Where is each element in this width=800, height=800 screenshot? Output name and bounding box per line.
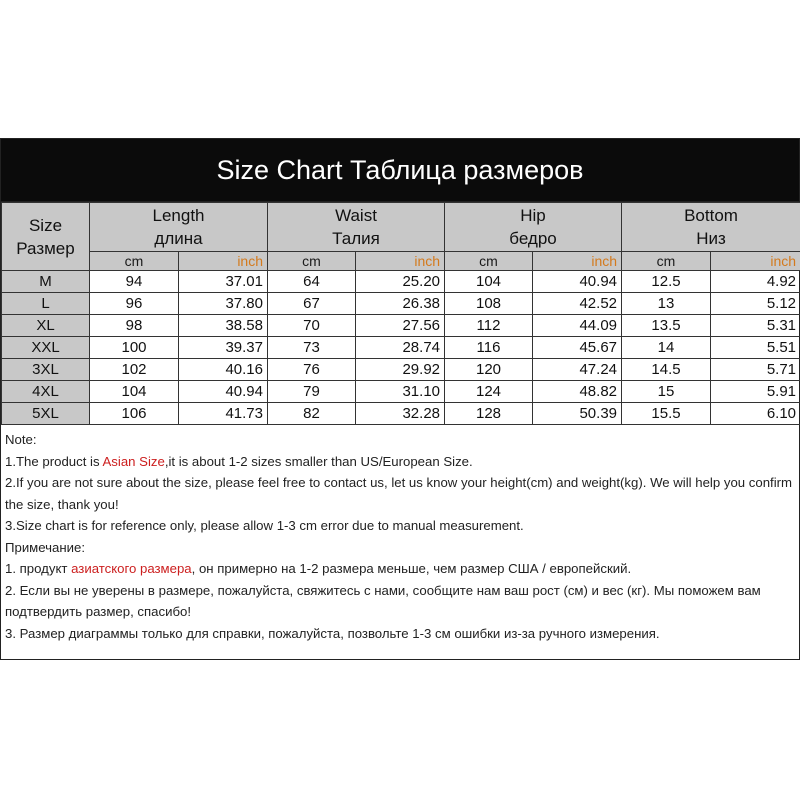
cell-hip-cm: 104 bbox=[445, 271, 533, 293]
header-waist bbox=[268, 203, 445, 252]
cell-bottom-cm: 12.5 bbox=[622, 271, 711, 293]
note-ru-2: 2. Если вы не уверены в размере, пожалуйста, свяжитесь с нами, сообщите нам ваш рост (см) и вес (кг). Мы поможем вам подтвердить размер, спасибо! bbox=[5, 582, 761, 619]
cell-bottom-in: 5.71 bbox=[711, 359, 800, 381]
cell-waist-cm: 79 bbox=[268, 381, 356, 403]
cell-waist-in: 26.38 bbox=[356, 293, 445, 315]
cell-waist-in: 29.92 bbox=[356, 359, 445, 381]
cell-hip-cm: 116 bbox=[445, 337, 533, 359]
cell-hip-in: 40.94 bbox=[533, 271, 622, 293]
cell-waist-cm: 70 bbox=[268, 315, 356, 337]
note-text: 1. продукт bbox=[5, 561, 72, 576]
table-row bbox=[2, 315, 800, 337]
unit-inch: inch bbox=[533, 252, 622, 271]
header-length-ru: длина bbox=[154, 229, 203, 248]
header-hip-en: Hip bbox=[520, 206, 546, 225]
table-row bbox=[2, 381, 800, 403]
note-highlight: Asian Size bbox=[102, 453, 165, 469]
cell-waist-cm: 82 bbox=[268, 403, 356, 425]
cell-hip-cm: 124 bbox=[445, 381, 533, 403]
cell-waist-cm: 76 bbox=[268, 359, 356, 381]
table-row bbox=[2, 403, 800, 425]
cell-waist-cm: 64 bbox=[268, 271, 356, 293]
header-size bbox=[2, 203, 90, 271]
cell-length-in: 37.80 bbox=[179, 293, 268, 315]
cell-waist-cm: 67 bbox=[268, 293, 356, 315]
chart-title: Size Chart Таблица размеров bbox=[1, 139, 799, 202]
table-row bbox=[2, 271, 800, 293]
cell-length-in: 38.58 bbox=[179, 315, 268, 337]
cell-length-in: 41.73 bbox=[179, 403, 268, 425]
cell-waist-in: 31.10 bbox=[356, 381, 445, 403]
cell-bottom-cm: 15 bbox=[622, 381, 711, 403]
cell-bottom-cm: 13.5 bbox=[622, 315, 711, 337]
cell-length-cm: 100 bbox=[90, 337, 179, 359]
cell-length-in: 37.01 bbox=[179, 271, 268, 293]
unit-cm: cm bbox=[622, 252, 711, 271]
cell-waist-in: 28.74 bbox=[356, 337, 445, 359]
cell-hip-cm: 128 bbox=[445, 403, 533, 425]
cell-hip-in: 42.52 bbox=[533, 293, 622, 315]
note-highlight: азиатского размера bbox=[71, 561, 192, 576]
unit-inch: inch bbox=[711, 252, 800, 271]
cell-size: L bbox=[2, 293, 90, 315]
header-size-en: Size bbox=[28, 215, 63, 235]
unit-cm: cm bbox=[268, 252, 356, 271]
unit-cm: cm bbox=[90, 252, 179, 271]
cell-hip-cm: 108 bbox=[445, 293, 533, 315]
cell-waist-in: 25.20 bbox=[356, 271, 445, 293]
cell-hip-in: 50.39 bbox=[533, 403, 622, 425]
note-heading-ru: Примечание: bbox=[5, 539, 85, 555]
table-row bbox=[2, 337, 800, 359]
cell-waist-in: 27.56 bbox=[356, 315, 445, 337]
cell-bottom-in: 5.91 bbox=[711, 381, 800, 403]
cell-bottom-in: 5.12 bbox=[711, 293, 800, 315]
unit-inch: inch bbox=[356, 252, 445, 271]
cell-hip-in: 45.67 bbox=[533, 337, 622, 359]
note-text: , он примерно на 1-2 размера меньше, чем размер США / европейский. bbox=[191, 561, 632, 576]
cell-waist-in: 32.28 bbox=[356, 403, 445, 425]
header-bottom-en: Bottom bbox=[684, 206, 738, 225]
table-header-row bbox=[2, 203, 800, 252]
header-bottom bbox=[622, 203, 800, 252]
cell-waist-cm: 73 bbox=[268, 337, 356, 359]
cell-size: 5XL bbox=[2, 403, 90, 425]
note-en-2: 2.If you are not sure about the size, please feel free to contact us, let us know your height(cm) and weight(kg). We will help you confirm the size, thank you! bbox=[5, 475, 793, 512]
cell-hip-in: 44.09 bbox=[533, 315, 622, 337]
unit-inch: inch bbox=[179, 252, 268, 271]
cell-hip-in: 48.82 bbox=[533, 381, 622, 403]
cell-size: XL bbox=[2, 315, 90, 337]
cell-hip-cm: 120 bbox=[445, 359, 533, 381]
unit-row bbox=[2, 252, 800, 271]
cell-size: 3XL bbox=[2, 359, 90, 381]
size-rows bbox=[2, 271, 800, 425]
cell-length-in: 40.94 bbox=[179, 381, 268, 403]
header-hip-ru: бедро bbox=[509, 229, 557, 248]
note-en-1 bbox=[5, 451, 795, 473]
note-ru-1 bbox=[5, 558, 795, 580]
cell-length-cm: 104 bbox=[90, 381, 179, 403]
cell-length-cm: 102 bbox=[90, 359, 179, 381]
cell-bottom-cm: 15.5 bbox=[622, 403, 711, 425]
header-waist-en: Waist bbox=[335, 206, 377, 225]
header-waist-ru: Талия bbox=[332, 229, 380, 248]
cell-length-in: 39.37 bbox=[179, 337, 268, 359]
table-row bbox=[2, 359, 800, 381]
header-bottom-ru: Низ bbox=[696, 229, 726, 248]
cell-bottom-cm: 14 bbox=[622, 337, 711, 359]
cell-length-cm: 106 bbox=[90, 403, 179, 425]
cell-hip-cm: 112 bbox=[445, 315, 533, 337]
cell-hip-in: 47.24 bbox=[533, 359, 622, 381]
cell-length-cm: 98 bbox=[90, 315, 179, 337]
cell-bottom-in: 5.31 bbox=[711, 315, 800, 337]
unit-cm: cm bbox=[445, 252, 533, 271]
note-text: 1.The product is bbox=[5, 453, 103, 469]
cell-bottom-cm: 13 bbox=[622, 293, 711, 315]
cell-bottom-in: 6.10 bbox=[711, 403, 800, 425]
size-table bbox=[1, 202, 800, 425]
cell-bottom-cm: 14.5 bbox=[622, 359, 711, 381]
table-row bbox=[2, 293, 800, 315]
cell-size: M bbox=[2, 271, 90, 293]
header-hip bbox=[445, 203, 622, 252]
size-chart-card bbox=[0, 138, 800, 660]
note-en-3: 3.Size chart is for reference only, please allow 1-3 cm error due to manual measurement. bbox=[5, 518, 524, 533]
note-heading-en: Note: bbox=[5, 432, 37, 447]
cell-length-in: 40.16 bbox=[179, 359, 268, 381]
cell-size: XXL bbox=[2, 337, 90, 359]
cell-bottom-in: 4.92 bbox=[711, 271, 800, 293]
cell-length-cm: 94 bbox=[90, 271, 179, 293]
header-length bbox=[90, 203, 268, 252]
cell-size: 4XL bbox=[2, 381, 90, 403]
note-text: ,it is about 1-2 sizes smaller than US/European Size. bbox=[164, 453, 473, 469]
header-size-ru: Размер bbox=[16, 238, 75, 258]
notes-section bbox=[1, 425, 799, 644]
cell-length-cm: 96 bbox=[90, 293, 179, 315]
note-ru-3: 3. Размер диаграммы только для справки, пожалуйста, позвольте 1-3 см ошибки из-за ручного измерения. bbox=[5, 625, 660, 641]
header-length-en: Length bbox=[152, 206, 205, 225]
cell-bottom-in: 5.51 bbox=[711, 337, 800, 359]
